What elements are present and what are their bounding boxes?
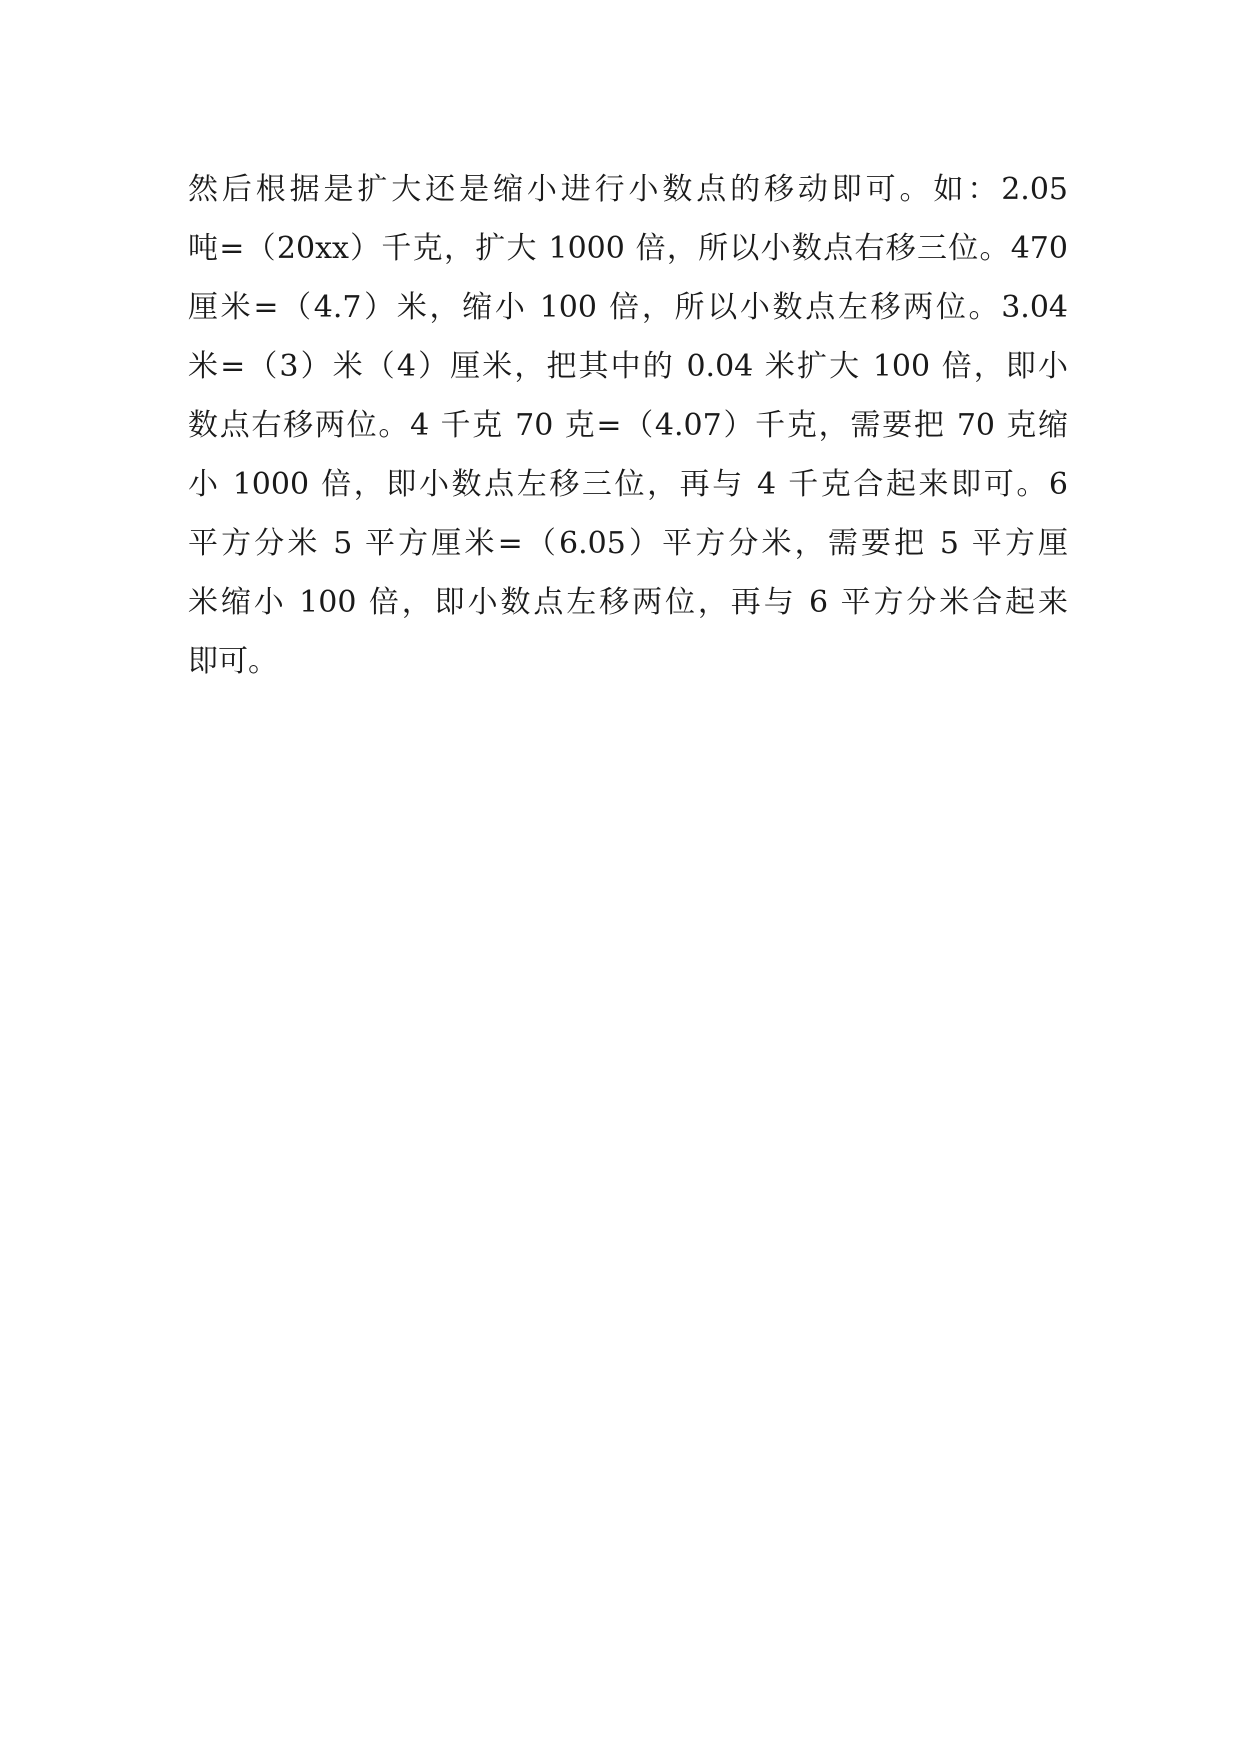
text-line: 然后根据是扩大还是缩小进行小数点的移动即可。如：2.05 bbox=[188, 172, 1068, 207]
text-line: 米缩小 100 倍，即小数点左移两位，再与 6 平方分米合起来 bbox=[188, 585, 1068, 620]
body-paragraph bbox=[188, 160, 1068, 691]
text-line: 平方分米 5 平方厘米=（6.05）平方分米，需要把 5 平方厘 bbox=[188, 526, 1068, 561]
text-line: 米=（3）米（4）厘米，把其中的 0.04 米扩大 100 倍，即小 bbox=[188, 349, 1068, 384]
text-line: 数点右移两位。4 千克 70 克=（4.07）千克，需要把 70 克缩 bbox=[188, 408, 1068, 443]
text-line: 小 1000 倍，即小数点左移三位，再与 4 千克合起来即可。6 bbox=[188, 467, 1068, 502]
text-line: 吨=（20xx）千克，扩大 1000 倍，所以小数点右移三位。470 bbox=[188, 231, 1068, 266]
text-line: 厘米=（4.7）米，缩小 100 倍，所以小数点左移两位。3.04 bbox=[188, 290, 1068, 325]
text-line: 即可。 bbox=[188, 644, 278, 679]
